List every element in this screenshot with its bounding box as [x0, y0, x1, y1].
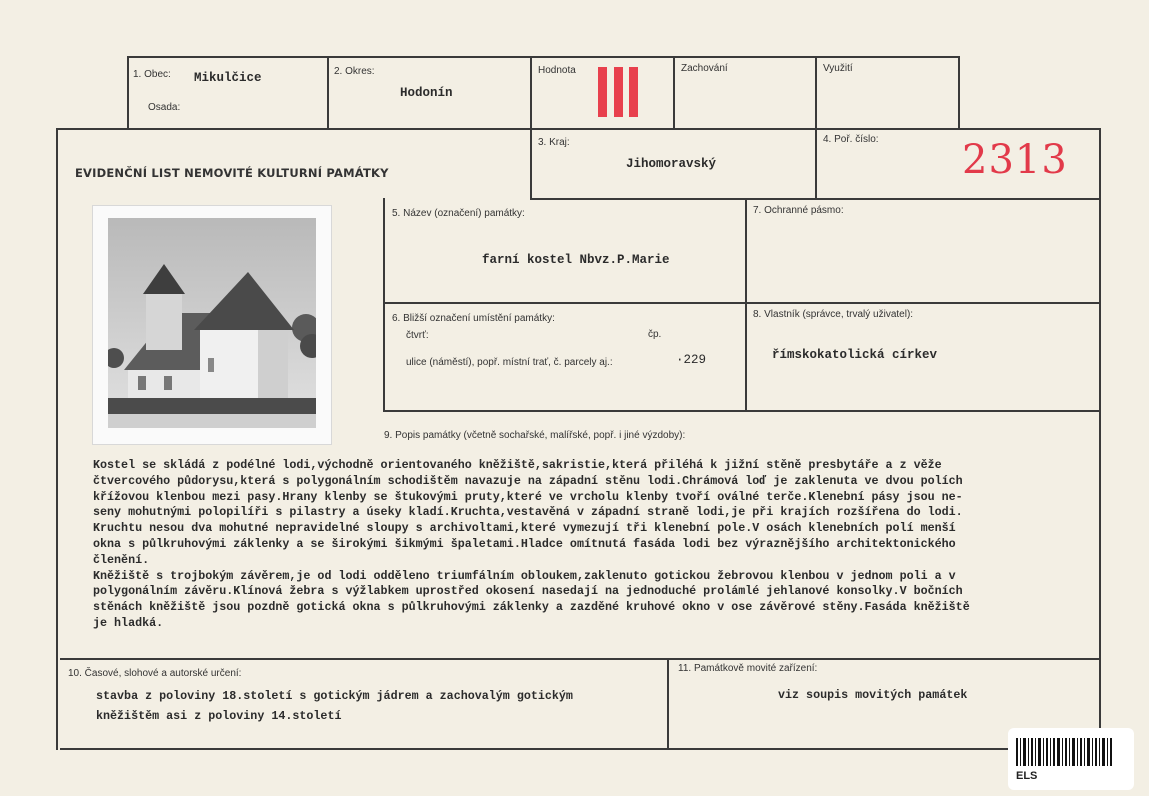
- okres-value: Hodonín: [400, 86, 453, 100]
- hodnota-stamp: [598, 67, 640, 117]
- barcode-text: ELS: [1016, 770, 1038, 782]
- page-title: EVIDENČNÍ LIST NEMOVITÉ KULTURNÍ PAMÁTKY: [75, 166, 389, 180]
- casove-label: 10. Časové, slohové a autorské určení:: [68, 668, 242, 679]
- ulice-label: ulice (náměstí), popř. místní trať, č. parcely aj.:: [406, 357, 613, 368]
- okres-label: 2. Okres:: [334, 66, 375, 77]
- description-line: křížovou klenbou mezi pasy.Hrany klenby se štukovými pruty,které ve vrcholu klenby tvoří oválné terče.Klenební pásy jsou ne-: [93, 489, 963, 504]
- barcode-icon: [1016, 738, 1112, 766]
- nazev-label: 5. Název (označení) památky:: [392, 208, 525, 219]
- description-line: polygonálním závěru.Klínová žebra s výžlabkem uprostřed okosení nasedají na jednoduché prolámlé jehlanové konsolky.V bočních: [93, 584, 963, 599]
- zachovani-label: Zachování: [681, 63, 728, 74]
- description-line: stěnách kněžiště jsou pozdně gotická okna s půlkruhovými záklenky a zazděné kruhové okno v ose závěrové stěny.Fasáda kněžiště: [93, 600, 970, 615]
- vlastnik-value: římskokatolická církev: [772, 348, 938, 362]
- ctvrt-label: čtvrť:: [406, 330, 429, 341]
- description-line: seny mohutnými polopilíři s pilastry a úseky kladí.Kruchta,vestavěná v západní straně lodi,je při krajích rozšířena do lodi.: [93, 505, 963, 520]
- osada-label: Osada:: [148, 102, 181, 113]
- description-line: členění.: [93, 552, 150, 567]
- cp-label: čp.: [648, 329, 662, 340]
- kraj-label: 3. Kraj:: [538, 137, 570, 148]
- description-line: je hladká.: [93, 615, 164, 630]
- top-row-top-border: [127, 56, 960, 58]
- movite-value: viz soupis movitých památek: [778, 688, 968, 702]
- record-number: 2313: [962, 137, 1068, 183]
- description-line: Kruchtu nesou dva mohutné nepravidelné sloupy s archivoltami,které vymezují tři klenební pole.V osách klenebních polí menší: [93, 521, 956, 536]
- obec-value: Mikulčice: [194, 71, 262, 85]
- obec-label: 1. Obec:: [133, 69, 171, 80]
- dating-line: kněžištěm asi z poloviny 14.století: [96, 709, 342, 723]
- barcode-label: [1008, 728, 1134, 790]
- vlastnik-label: 8. Vlastník (správce, trvalý uživatel):: [753, 309, 914, 320]
- church-photo: [108, 218, 316, 428]
- popis-label: 9. Popis památky (včetně sochařské, malířské, popř. i jiné výzdoby):: [384, 430, 686, 441]
- kraj-value: Jihomoravský: [626, 157, 717, 171]
- description-text: [93, 458, 1103, 632]
- description-line: Kněžiště s trojbokým závěrem,je od lodi odděleno triumfálním obloukem,zaklenuto gotickou žebrovou klenbou v jednom poli a v: [93, 568, 956, 583]
- parcela-value: ·229: [676, 353, 707, 367]
- dating-line: stavba z poloviny 18.století s gotickým jádrem a zachovalým gotickým: [96, 689, 573, 703]
- movite-label: 11. Památkově movité zařízení:: [678, 663, 818, 674]
- ochranne-label: 7. Ochranné pásmo:: [753, 205, 844, 216]
- nazev-value: farní kostel Nbvz.P.Marie: [482, 253, 670, 267]
- por-cislo-label: 4. Poř. číslo:: [823, 134, 879, 145]
- description-line: Kostel se skládá z podélné lodi,východně orientovaného kněžiště,sakristie,která přiléhá k jižní stěně presbytáře a z věže: [93, 458, 942, 472]
- umisteni-label: 6. Bližší označení umístění památky:: [392, 313, 555, 324]
- description-line: čtvercového půdorysu,která s polygonálním schodištěm navazuje na západní stěnu lodi.Chrámová loď je zaklenuta ve dvou polích: [93, 473, 963, 488]
- hodnota-label: Hodnota: [538, 65, 576, 76]
- main-frame-top: [56, 128, 1101, 130]
- vyuziti-label: Využití: [823, 63, 853, 74]
- description-line: okna s půlkruhovými záklenky a se širokými šikmými špaletami.Hladce omítnutá fasáda lodi bez výraznějšího architektonického: [93, 536, 956, 551]
